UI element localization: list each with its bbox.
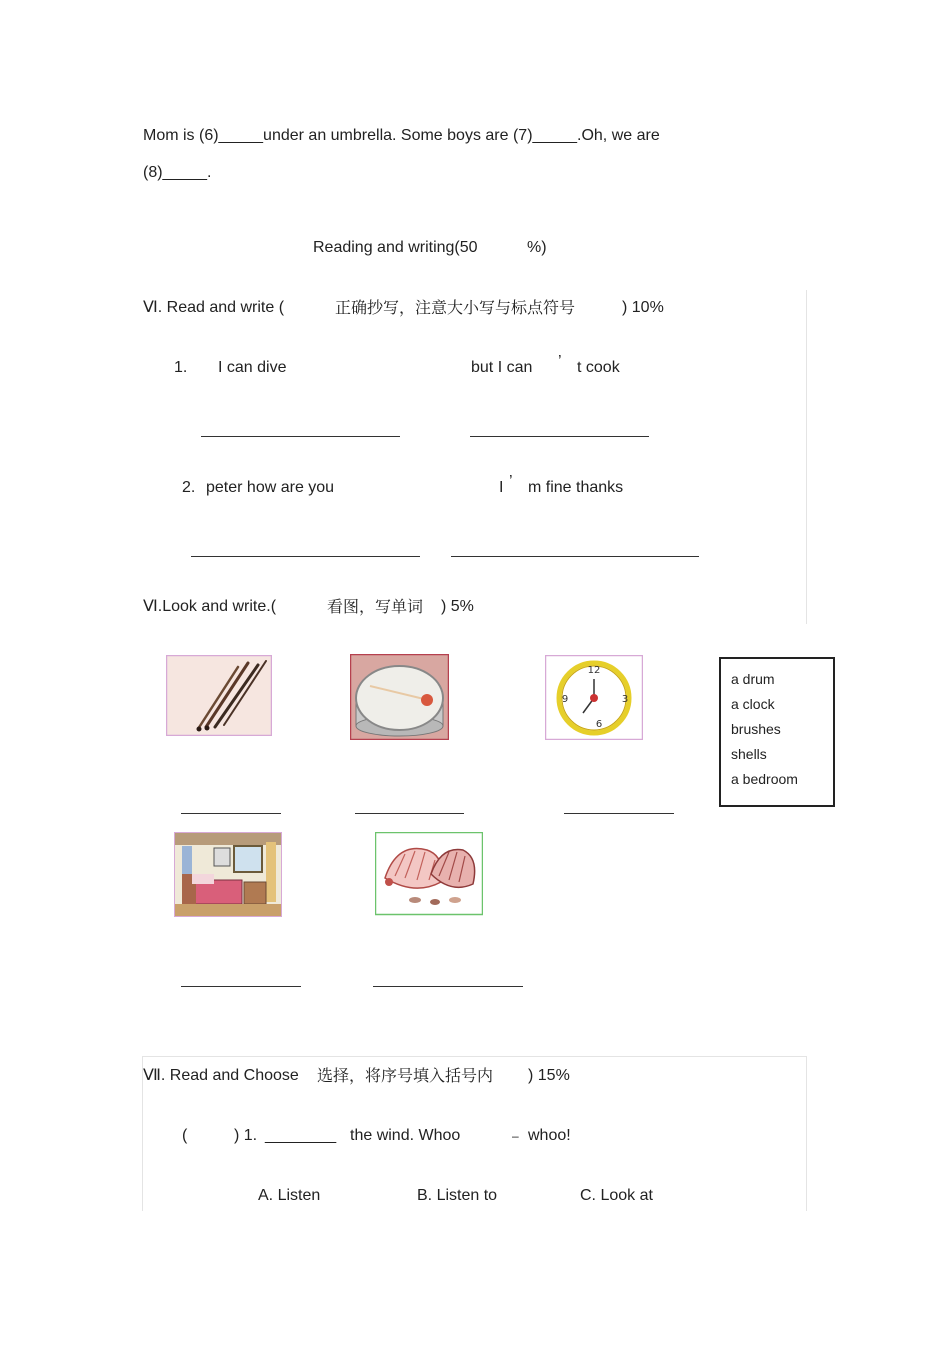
section-copy-instruction: 正确抄写，注意大小写与标点符号 [335, 298, 576, 317]
word-bank-item: a drum [731, 671, 775, 687]
section-copy-score: ) 10% [622, 299, 664, 316]
copy-item-2-number: 2. [182, 479, 196, 496]
frame-top-lower [142, 1056, 807, 1057]
copy-item-1-right-b: t cook [577, 359, 620, 376]
svg-text:3: 3 [621, 694, 629, 705]
copy-item-2-right-b: m fine thanks [528, 479, 624, 496]
part-title: Reading and writing(50 [313, 239, 478, 256]
section-look-instruction: 看图，写单词 [327, 597, 424, 616]
picture-4-answer-line[interactable] [181, 986, 301, 987]
word-bank-item: brushes [731, 721, 781, 737]
copy-item-1-right-a: but I can [471, 359, 533, 376]
word-bank-item: a clock [731, 696, 775, 712]
section-choose-instruction: 选择，将序号填入括号内 [317, 1066, 494, 1085]
drum-icon [356, 666, 443, 736]
picture-2-answer-line[interactable] [355, 813, 464, 814]
copy-item-2-left: peter how are you [206, 479, 335, 496]
brushes-picture [166, 655, 272, 736]
copy-item-2-answer-line-right[interactable] [451, 556, 699, 557]
section-choose-score: ) 15% [528, 1067, 570, 1084]
svg-text:6: 6 [595, 719, 603, 730]
shells-picture [375, 832, 483, 918]
question-1-blank: ________ [265, 1127, 337, 1144]
section-copy-label: Ⅵ. Read and write ( [143, 299, 285, 316]
copy-item-1-apostrophe: ’ [558, 353, 562, 370]
copy-item-2-right-a: I [499, 479, 504, 496]
picture-3-answer-line[interactable] [564, 813, 674, 814]
svg-text:12: 12 [587, 665, 601, 676]
listening-line-2: (8)_____. [143, 164, 212, 181]
question-1-text-a: the wind. Whoo [350, 1127, 461, 1144]
option-b[interactable]: B. Listen to [417, 1187, 498, 1204]
copy-item-1-number: 1. [174, 359, 188, 376]
copy-item-1-left: I can dive [218, 359, 287, 376]
option-a[interactable]: A. Listen [258, 1187, 321, 1204]
word-bank-item: a bedroom [731, 771, 798, 787]
bedroom-picture [174, 832, 282, 917]
svg-text:9: 9 [561, 694, 569, 705]
question-1-text-b: whoo! [528, 1127, 571, 1144]
word-bank [719, 657, 835, 807]
listening-line-1: Mom is (6)_____under an umbrella. Some boys are (7)_____.Oh, we are [143, 127, 660, 144]
picture-1-answer-line[interactable] [181, 813, 281, 814]
question-1-paren-close: ) 1. [234, 1127, 258, 1144]
copy-item-2-apostrophe: ’ [509, 473, 513, 490]
clock-icon [559, 663, 629, 733]
section-look-score: ) 5% [441, 598, 474, 615]
picture-5-answer-line[interactable] [373, 986, 523, 987]
copy-item-1-answer-line-right[interactable] [470, 436, 649, 437]
section-look-label: Ⅵ.Look and write.( [143, 598, 277, 615]
frame-right-upper [806, 290, 807, 624]
section-choose-label: Ⅶ. Read and Choose [143, 1067, 299, 1084]
copy-item-1-answer-line-left[interactable] [201, 436, 400, 437]
drum-picture [350, 654, 449, 740]
question-1-paren-open[interactable]: ( [182, 1127, 188, 1144]
copy-item-2-answer-line-left[interactable] [191, 556, 420, 557]
part-title-percent: %) [527, 239, 547, 256]
question-1-dash: – [512, 1129, 519, 1143]
option-c[interactable]: C. Look at [580, 1187, 653, 1204]
frame-right-lower [806, 1056, 807, 1211]
word-bank-item: shells [731, 746, 767, 762]
clock-picture [545, 655, 643, 740]
